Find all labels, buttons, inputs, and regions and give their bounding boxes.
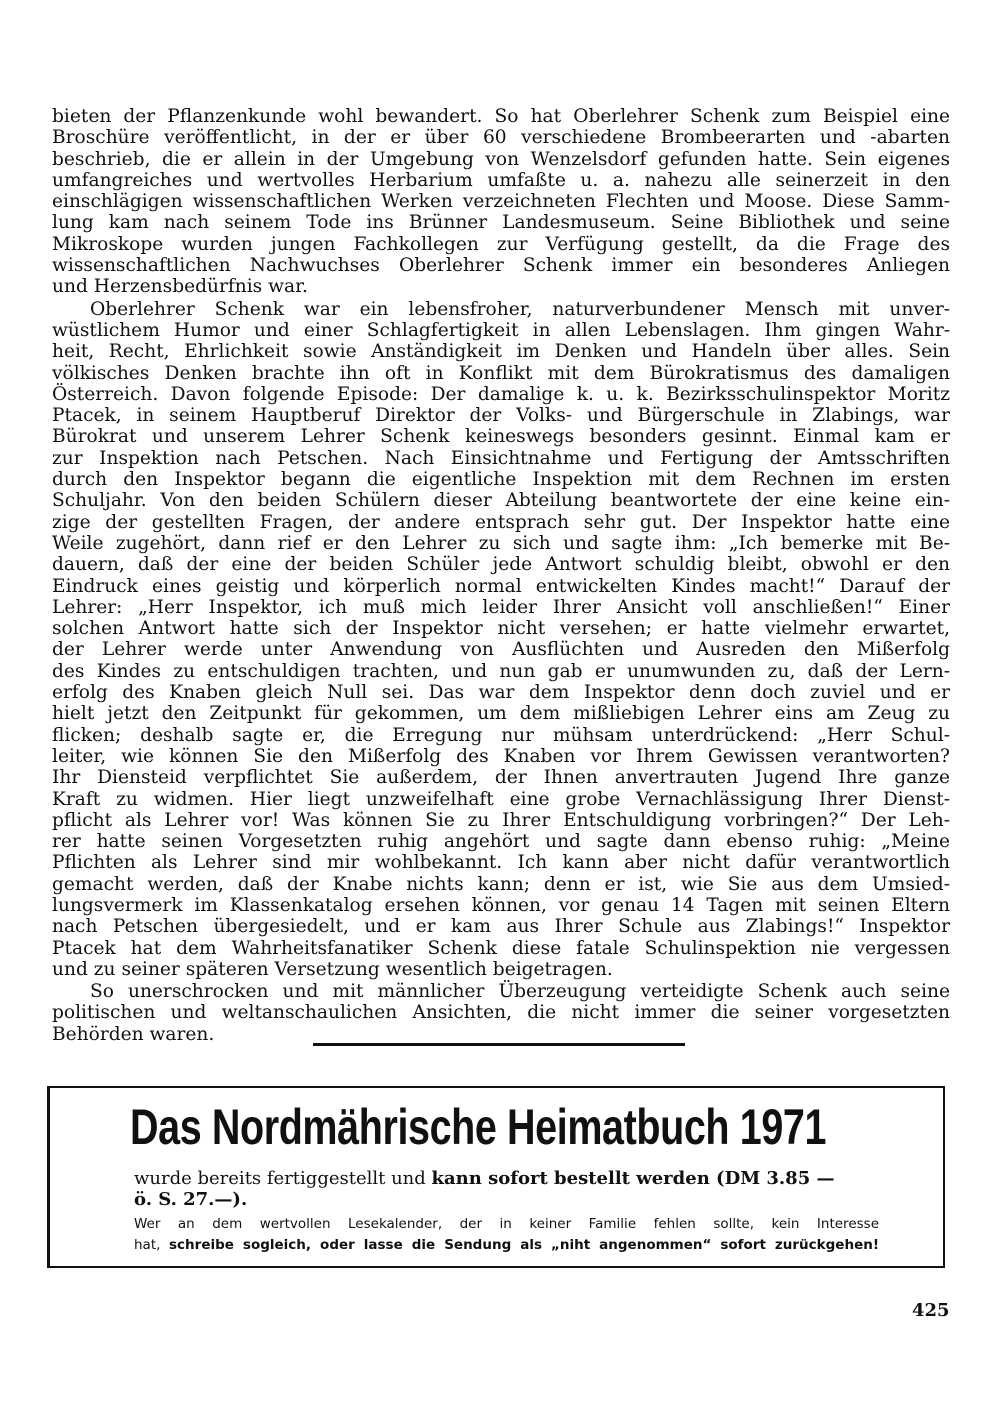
article-paragraph — [52, 106, 950, 298]
paragraph-line: Eindruck eines geistig und körperlich normal entwickelten Kindes macht!“ Darauf der — [52, 575, 950, 597]
paragraph-line: der Lehrer werde unter Anwendung von Ausflüchten und Ausreden den Mißerfolg — [52, 639, 950, 661]
paragraph-line: und Herzensbedürfnis war. — [52, 276, 308, 298]
order-text-plain: wurde bereits fertiggestellt und — [134, 1168, 432, 1189]
paragraph-line: Pflichten als Lehrer sind mir wohlbekannt. Ich kann aber nicht dafür verantwortlich — [52, 852, 950, 874]
note-line-1: Wer an dem wertvollen Lesekalender, der in keiner Familie fehlen sollte, kein Interesse — [134, 1216, 879, 1232]
paragraph-line: zur Inspektion nach Petschen. Nach Einsichtnahme und Fertigung der Amtsschriften — [52, 447, 950, 469]
paragraph-line: wissenschaftlichen Nachwuchses Oberlehrer Schenk immer ein besonderes Anliegen — [52, 255, 950, 277]
paragraph-line: Österreich. Davon folgende Episode: Der damalige k. u. k. Bezirksschulinspektor Moritz — [52, 383, 950, 405]
paragraph-line: Kraft zu widmen. Hier liegt unzweifelhaft eine grobe Vernachlässigung Ihrer Dienst- — [52, 788, 950, 810]
page-number: 425 — [912, 1300, 950, 1321]
paragraph-line: wüstlichem Humor und einer Schlagfertigkeit in allen Lebenslagen. Ihm gingen Wahr- — [52, 319, 950, 341]
order-text-price-line: ö. S. 27.—). — [134, 1189, 248, 1210]
paragraph-line: bieten der Pflanzenkunde wohl bewandert. So hat Oberlehrer Schenk zum Beispiel eine — [52, 106, 950, 127]
paragraph-line: hielt jetzt den Zeitpunkt für gekommen, um dem mißliebigen Lehrer eins am Zeug zu — [52, 703, 950, 725]
note-line-2 — [134, 1235, 879, 1256]
order-text-bold: kann sofort bestellt werden (DM 3.85 — — [431, 1168, 835, 1189]
paragraph-line: Broschüre veröffentlicht, in der er über 60 verschiedene Brombeerarten und -abarten — [52, 127, 950, 149]
paragraph-line: Lehrer: „Herr Inspektor, ich muß mich leider Ihrer Ansicht voll anschließen!“ Einer — [52, 596, 950, 618]
paragraph-line: flicken; deshalb sagte er, die Erregung nur mühsam unterdrückend: „Herr Schul- — [52, 724, 950, 746]
paragraph-line: politischen und weltanschaulichen Ansichten, die nicht immer die seiner vorgesetzten — [52, 1002, 950, 1024]
paragraph-line: und zu seiner späteren Versetzung wesentlich beigetragen. — [52, 958, 613, 980]
paragraph-line: umfangreiches und wertvolles Herbarium umfaßte u. a. nahezu alle seinerzeit in den — [52, 169, 950, 191]
article-paragraph — [52, 299, 950, 981]
paragraph-line: Ihr Diensteid verpflichtet Sie außerdem, der Ihnen anvertrauten Jugend Ihre ganze — [52, 767, 950, 789]
advertisement-box — [47, 1086, 945, 1268]
paragraph-line: des Kindes zu entschuldigen trachten, und nun gab er unumwunden zu, daß der Lern- — [52, 660, 950, 682]
paragraph-line: zige der gestellten Fragen, der andere entsprach sehr gut. Der Inspektor hatte eine — [52, 511, 950, 533]
paragraph-line: lungsvermerk im Klassenkatalog ersehen können, vor genau 14 Tagen mit seinen Eltern — [52, 894, 950, 916]
paragraph-line: Behörden waren. — [52, 1023, 215, 1045]
paragraph-line: Weile zugehört, dann rief er den Lehrer zu sich und sagte ihm: „Ich bemerke mit Be- — [52, 532, 950, 554]
paragraph-line: So unerschrocken und mit männlicher Überzeugung verteidigte Schenk auch seine — [90, 981, 950, 1003]
paragraph-line: heit, Recht, Ehrlichkeit sowie Anständigkeit im Denken und Handeln über alles. Sein — [52, 341, 950, 363]
paragraph-line: Mikroskope wurden jungen Fachkollegen zur Verfügung gestellt, da die Frage des — [52, 233, 950, 255]
article-paragraph — [52, 981, 950, 1045]
paragraph-line: lung kam nach seinem Tode ins Brünner Landesmuseum. Seine Bibliothek und seine — [52, 212, 950, 234]
article-body — [52, 106, 950, 1045]
paragraph-line: rer hatte seinen Vorgesetzten ruhig angehört und sagte dann ebenso ruhig: „Meine — [52, 831, 950, 853]
paragraph-line: Ptacek hat dem Wahrheitsfanatiker Schenk diese fatale Schulinspektion nie vergessen — [52, 937, 950, 959]
paragraph-line: solchen Antwort hatte sich der Inspektor nicht versehen; er hatte vielmehr erwartet, — [52, 618, 950, 640]
paragraph-line: Bürokrat und unserem Lehrer Schenk keineswegs besonders gesinnt. Einmal kam er — [52, 426, 950, 448]
note-line-2-bold: schreibe sogleich, oder lasse die Sendung als „niht angenommen“ sofort zurückgehen! — [169, 1237, 879, 1253]
advertisement-order-text — [134, 1168, 874, 1210]
paragraph-line: Ptacek, in seinem Hauptberuf Direktor der Volks- und Bürgerschule in Zlabings, war — [52, 405, 950, 427]
paragraph-line: einschlägigen wissenschaftlichen Werken verzeichneten Flechten und Moose. Diese Samm- — [52, 191, 950, 213]
paragraph-line: gemacht werden, daß der Knabe nichts kann; denn er ist, wie Sie aus dem Umsied- — [52, 873, 950, 895]
paragraph-line: völkisches Denken brachte ihn oft in Konflikt mit dem Bürokratismus des damaligen — [52, 362, 950, 384]
note-line-2-plain: hat, — [134, 1237, 170, 1253]
section-divider — [313, 1043, 685, 1046]
paragraph-line: Schuljahr. Von den beiden Schülern dieser Abteilung beantwortete der eine keine ein- — [52, 490, 950, 512]
paragraph-line: erfolg des Knaben gleich Null sei. Das war dem Inspektor denn doch zuviel und er — [52, 682, 950, 704]
paragraph-line: nach Petschen übergesiedelt, und er kam aus Ihrer Schule aus Zlabings!“ Inspektor — [52, 916, 950, 938]
advertisement-title: Das Nordmährische Heimatbuch 1971 — [130, 1099, 827, 1155]
paragraph-line: beschrieb, die er allein in der Umgebung von Wenzelsdorf gefunden hatte. Sein eigenes — [52, 148, 950, 170]
advertisement-note — [134, 1214, 879, 1256]
paragraph-line: durch den Inspektor begann die eigentliche Inspektion mit dem Rechnen im ersten — [52, 469, 950, 491]
paragraph-line: leiter, wie können Sie den Mißerfolg des Knaben vor Ihrem Gewissen verantworten? — [52, 745, 950, 767]
paragraph-line: dauern, daß der eine der beiden Schüler jede Antwort schuldig bleibt, obwohl er den — [52, 554, 950, 576]
paragraph-line: pflicht als Lehrer vor! Was können Sie zu Ihrer Entschuldigung vorbringen?“ Der Leh- — [52, 809, 950, 831]
paragraph-line: Oberlehrer Schenk war ein lebensfroher, naturverbundener Mensch mit unver- — [90, 298, 950, 320]
